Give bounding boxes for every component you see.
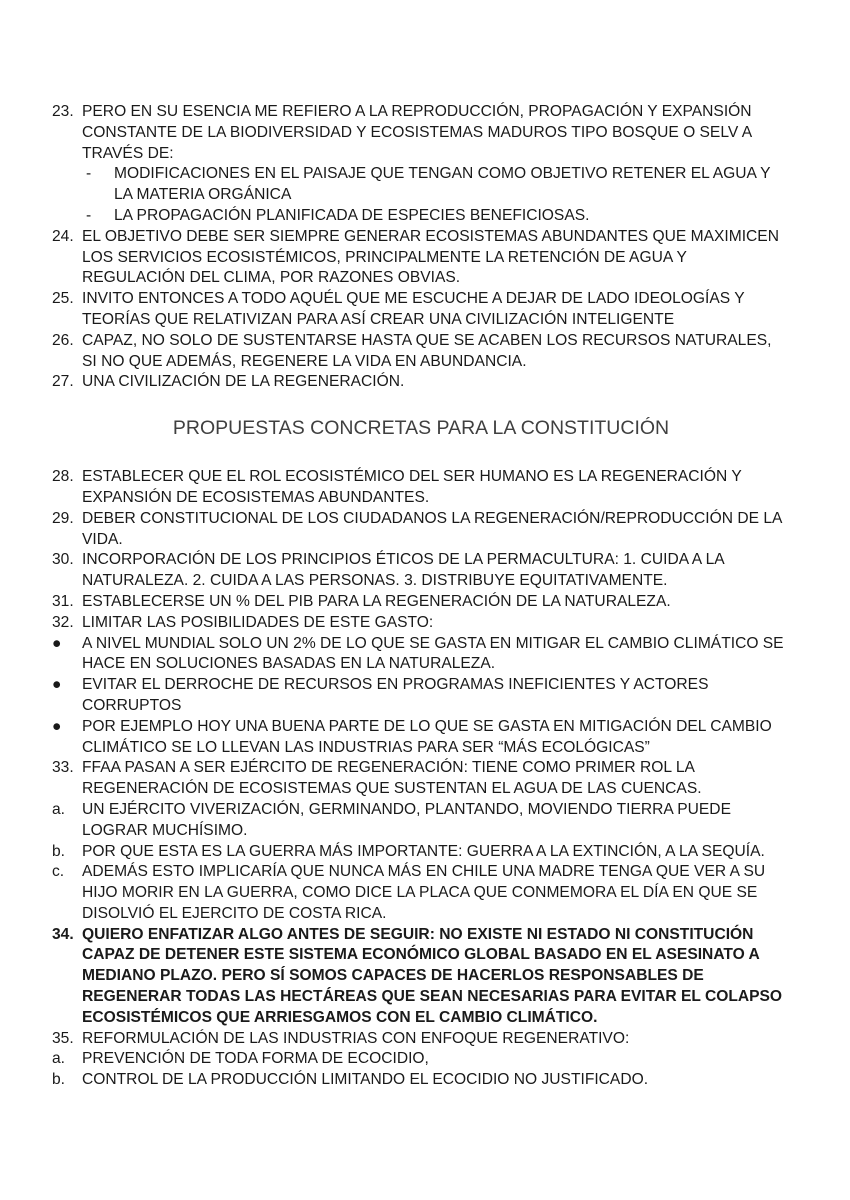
sub-item <box>82 206 790 227</box>
letter-item-c <box>52 862 790 924</box>
letter-item-b <box>52 842 790 863</box>
item-letter: b. <box>52 1071 66 1089</box>
bullet-item <box>52 717 790 759</box>
item-text: UNA CIVILIZACIÓN DE LA REGENERACIÓN. <box>82 373 405 391</box>
list-item-32 <box>52 613 790 634</box>
bullet-item <box>52 634 790 676</box>
section-heading: PROPUESTAS CONCRETAS PARA LA CONSTITUCIÓN <box>172 417 670 440</box>
item-text: FFAA PASAN A SER EJÉRCITO DE REGENERACIÓN: TIENE COMO PRIMER ROL LA REGENERACIÓN DE ECOSISTEMAS QUE SUSTENTAN EL AGUA DE LAS CUENCAS. <box>82 759 702 798</box>
list-bottom <box>52 467 790 1091</box>
item-number: 33. <box>52 759 74 777</box>
item-letter: b. <box>52 842 66 860</box>
list-item-28 <box>52 467 790 509</box>
item-number: 30. <box>52 551 74 569</box>
item-number: 24. <box>52 227 74 245</box>
item-text: LIMITAR LAS POSIBILIDADES DE ESTE GASTO: <box>82 613 434 631</box>
list-item-30 <box>52 550 790 592</box>
sub-item <box>82 164 790 206</box>
list-item-23 <box>52 102 790 227</box>
item-number: 34. <box>52 925 74 943</box>
bullet-icon: ● <box>52 676 62 694</box>
item-number: 35. <box>52 1029 74 1047</box>
item-text: PREVENCIÓN DE TODA FORMA DE ECOCIDIO, <box>82 1050 429 1068</box>
letter-item-a <box>52 1049 790 1070</box>
item-text: ADEMÁS ESTO IMPLICARÍA QUE NUNCA MÁS EN CHILE UNA MADRE TENGA QUE VER A SU HIJO MORIR EN LA GUERRA, COMO DICE LA PLACA QUE CONMEMORA EL DÍA EN QUE SE DISOLVIÓ EL EJERCITO DE COSTA RICA. <box>82 863 766 922</box>
item-text: INVITO ENTONCES A TODO AQUÉL QUE ME ESCUCHE A DEJAR DE LADO IDEOLOGÍAS Y TEORÍAS QUE RELATIVIZAN PARA ASÍ CREAR UNA CIVILIZACIÓN INTELIGENTE <box>82 290 745 328</box>
item-number: 26. <box>52 331 74 349</box>
item-text: EVITAR EL DERROCHE DE RECURSOS EN PROGRAMAS INEFICIENTES Y ACTORES CORRUPTOS <box>82 676 709 714</box>
item-text: CAPAZ, NO SOLO DE SUSTENTARSE HASTA QUE SE ACABEN LOS RECURSOS NATURALES, SI NO QUE ADEMÁS, REGENERE LA VIDA EN ABUNDANCIA. <box>82 331 772 370</box>
item-text: QUIERO ENFATIZAR ALGO ANTES DE SEGUIR: NO EXISTE NI ESTADO NI CONSTITUCIÓN CAPAZ DE DETENER ESTE SISTEMA ECONÓMICO GLOBAL BASADO EN EL ASESINATO A MEDIANO PLAZO. PERO SÍ SOMOS CAPACES DE HACERLOS RESPONSABLES DE REGENERAR TODAS LAS HECTÁREAS QUE SEAN NECESARIAS PARA EVITAR EL COLAPSO ECOSISTÉMICOS QUE ARRIESGAMOS CON EL CAMBIO CLIMÁTICO. <box>82 925 783 1026</box>
item-number: 27. <box>52 373 74 391</box>
item-text: EL OBJETIVO DEBE SER SIEMPRE GENERAR ECOSISTEMAS ABUNDANTES QUE MAXIMICEN LOS SERVICIOS ECOSISTÉMICOS, PRINCIPALMENTE LA RETENCIÓN DE AGUA Y REGULACIÓN DEL CLIMA, POR RAZONES OBVIAS. <box>82 227 779 287</box>
sub-item-dash: - <box>86 206 92 224</box>
item-letter: a. <box>52 800 66 818</box>
item-text: POR QUE ESTA ES LA GUERRA MÁS IMPORTANTE: GUERRA A LA EXTINCIÓN, A LA SEQUÍA. <box>82 842 765 860</box>
bullet-icon: ● <box>52 717 62 735</box>
item-number: 32. <box>52 613 74 631</box>
list-item-35 <box>52 1029 790 1050</box>
list-top <box>52 102 790 393</box>
bullet-icon: ● <box>52 634 62 652</box>
item-text: A NIVEL MUNDIAL SOLO UN 2% DE LO QUE SE GASTA EN MITIGAR EL CAMBIO CLIMÁTICO SE HACE EN SOLUCIONES BASADAS EN LA NATURALEZA. <box>82 634 784 673</box>
letter-item-a <box>52 800 790 842</box>
sub-item-text: LA PROPAGACIÓN PLANIFICADA DE ESPECIES BENEFICIOSAS. <box>114 206 590 224</box>
list-item-31 <box>52 592 790 613</box>
item-number: 31. <box>52 592 74 610</box>
item-letter: c. <box>52 863 65 881</box>
sub-item-dash: - <box>86 165 92 183</box>
bullet-item <box>52 675 790 717</box>
item-number: 28. <box>52 468 74 486</box>
item-letter: a. <box>52 1050 66 1068</box>
item-text: ESTABLECER QUE EL ROL ECOSISTÉMICO DEL SER HUMANO ES LA REGENERACIÓN Y EXPANSIÓN DE ECOSISTEMAS ABUNDANTES. <box>82 468 742 506</box>
item-text: REFORMULACIÓN DE LAS INDUSTRIAS CON ENFOQUE REGENERATIVO: <box>82 1029 630 1047</box>
sub-item-text: MODIFICACIONES EN EL PAISAJE QUE TENGAN COMO OBJETIVO RETENER EL AGUA Y LA MATERIA ORGÁNICA <box>114 165 771 204</box>
item-text: CONTROL DE LA PRODUCCIÓN LIMITANDO EL ECOCIDIO NO JUSTIFICADO. <box>82 1071 649 1089</box>
list-item-29 <box>52 509 790 551</box>
item-number: 25. <box>52 290 74 308</box>
item-text: ESTABLECERSE UN % DEL PIB PARA LA REGENERACIÓN DE LA NATURALEZA. <box>82 592 671 610</box>
list-item-34 <box>52 925 790 1029</box>
list-item-24 <box>52 227 790 289</box>
item-text: INCORPORACIÓN DE LOS PRINCIPIOS ÉTICOS DE LA PERMACULTURA: 1. CUIDA A LA NATURALEZA. 2. CUIDA A LAS PERSONAS. 3. DISTRIBUYE EQUITATIVAMENTE. <box>82 551 724 590</box>
item-number: 29. <box>52 509 74 527</box>
letter-item-b <box>52 1070 790 1091</box>
item-text: UN EJÉRCITO VIVERIZACIÓN, GERMINANDO, PLANTANDO, MOVIENDO TIERRA PUEDE LOGRAR MUCHÍSIMO. <box>82 800 731 839</box>
list-item-27 <box>52 372 790 393</box>
list-item-25 <box>52 289 790 331</box>
item-text: PERO EN SU ESENCIA ME REFIERO A LA REPRODUCCIÓN, PROPAGACIÓN Y EXPANSIÓN CONSTANTE DE LA BIODIVERSIDAD Y ECOSISTEMAS MADUROS TIPO BOSQUE O SELV A TRAVÉS DE: <box>82 103 752 162</box>
item-text: POR EJEMPLO HOY UNA BUENA PARTE DE LO QUE SE GASTA EN MITIGACIÓN DEL CAMBIO CLIMÁTICO SE LO LLEVAN LAS INDUSTRIAS PARA SER “MÁS ECOLÓGICAS” <box>82 717 772 756</box>
item-text: DEBER CONSTITUCIONAL DE LOS CIUDADANOS LA REGENERACIÓN/REPRODUCCIÓN DE LA VIDA. <box>82 509 782 548</box>
item-number: 23. <box>52 103 74 120</box>
list-item-33 <box>52 758 790 800</box>
list-item-26 <box>52 331 790 373</box>
